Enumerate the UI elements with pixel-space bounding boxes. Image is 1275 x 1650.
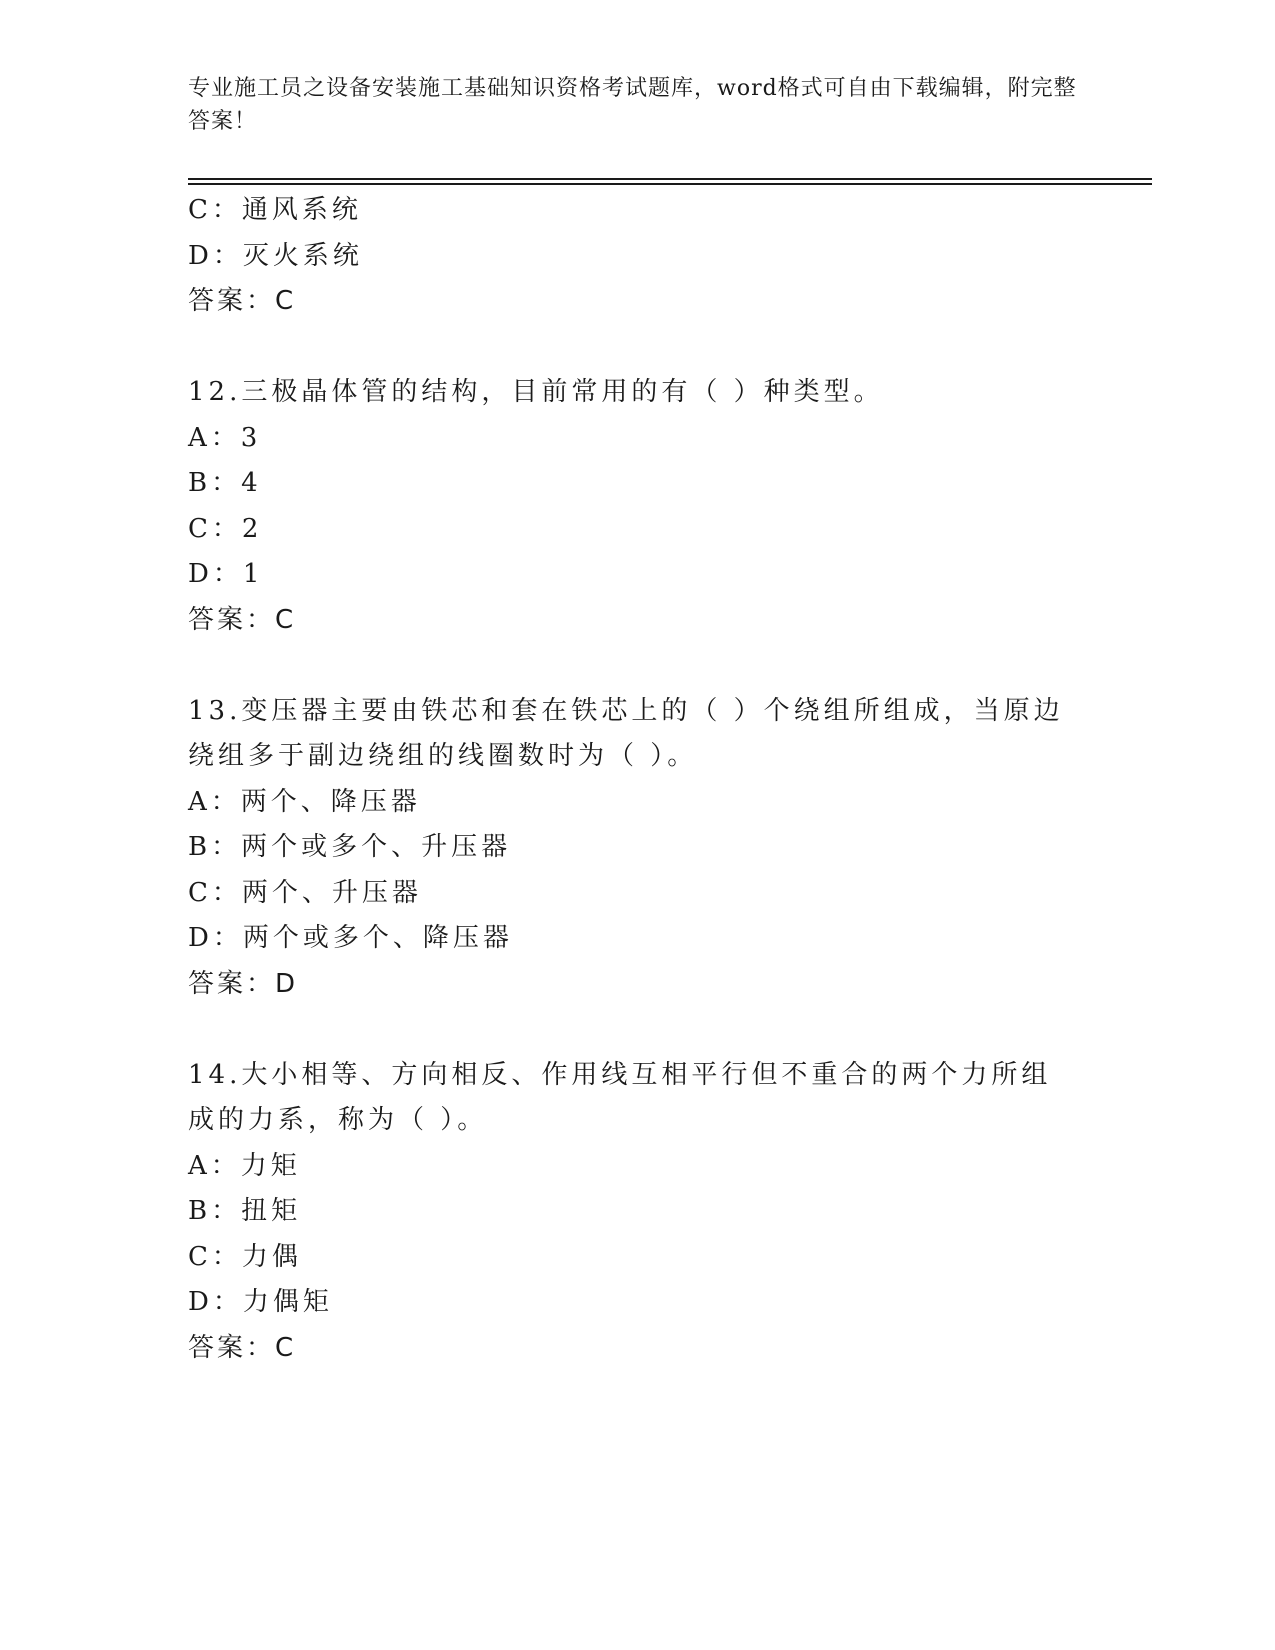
option-a: A：力矩 bbox=[188, 1150, 301, 1181]
spacer bbox=[188, 643, 1088, 689]
question-block-13 bbox=[188, 689, 1088, 1008]
option-d: D：力偶矩 bbox=[188, 1287, 333, 1317]
spacer bbox=[188, 1007, 1088, 1053]
answer-line: 答案：C bbox=[188, 604, 297, 635]
answer-line: 答案：C bbox=[188, 286, 297, 316]
option-c: C：通风系统 bbox=[188, 195, 362, 225]
document-header: 专业施工员之设备安装施工基础知识资格考试题库，word格式可自由下载编辑，附完整答案！ bbox=[188, 76, 1077, 134]
question-stem: 13.变压器主要由铁芯和套在铁芯上的（ ）个绕组所组成，当原边绕组多于副边绕组的线圈数时为（ ）。 bbox=[188, 695, 1064, 771]
question-stem: 14.大小相等、方向相反、作用线互相平行但不重合的两个力所组成的力系，称为（ ）。 bbox=[188, 1059, 1052, 1135]
question-stem: 12.三极晶体管的结构，目前常用的有（ ）种类型。 bbox=[188, 377, 884, 407]
option-c: C：两个、升压器 bbox=[188, 877, 422, 908]
option-c: C：力偶 bbox=[188, 1241, 302, 1272]
option-d: D：灭火系统 bbox=[188, 240, 363, 271]
prev-question-block bbox=[188, 188, 1088, 325]
option-a: A：3 bbox=[188, 422, 262, 453]
option-a: A：两个、降压器 bbox=[188, 786, 421, 817]
header-rule-top bbox=[188, 178, 1152, 180]
answer-line: 答案：C bbox=[188, 1332, 297, 1363]
option-b: B：两个或多个、升压器 bbox=[188, 832, 512, 862]
header-rule-bottom bbox=[188, 183, 1152, 185]
spacer bbox=[188, 325, 1088, 371]
option-c: C：2 bbox=[188, 513, 263, 544]
answer-line: 答案：D bbox=[188, 968, 299, 999]
option-d: D：1 bbox=[188, 559, 264, 589]
option-b: B：4 bbox=[188, 468, 262, 498]
question-block-14 bbox=[188, 1053, 1088, 1372]
question-list bbox=[188, 188, 1088, 1371]
option-b: B：扭矩 bbox=[188, 1196, 302, 1226]
question-block-12 bbox=[188, 370, 1088, 643]
option-d: D：两个或多个、降压器 bbox=[188, 923, 513, 953]
